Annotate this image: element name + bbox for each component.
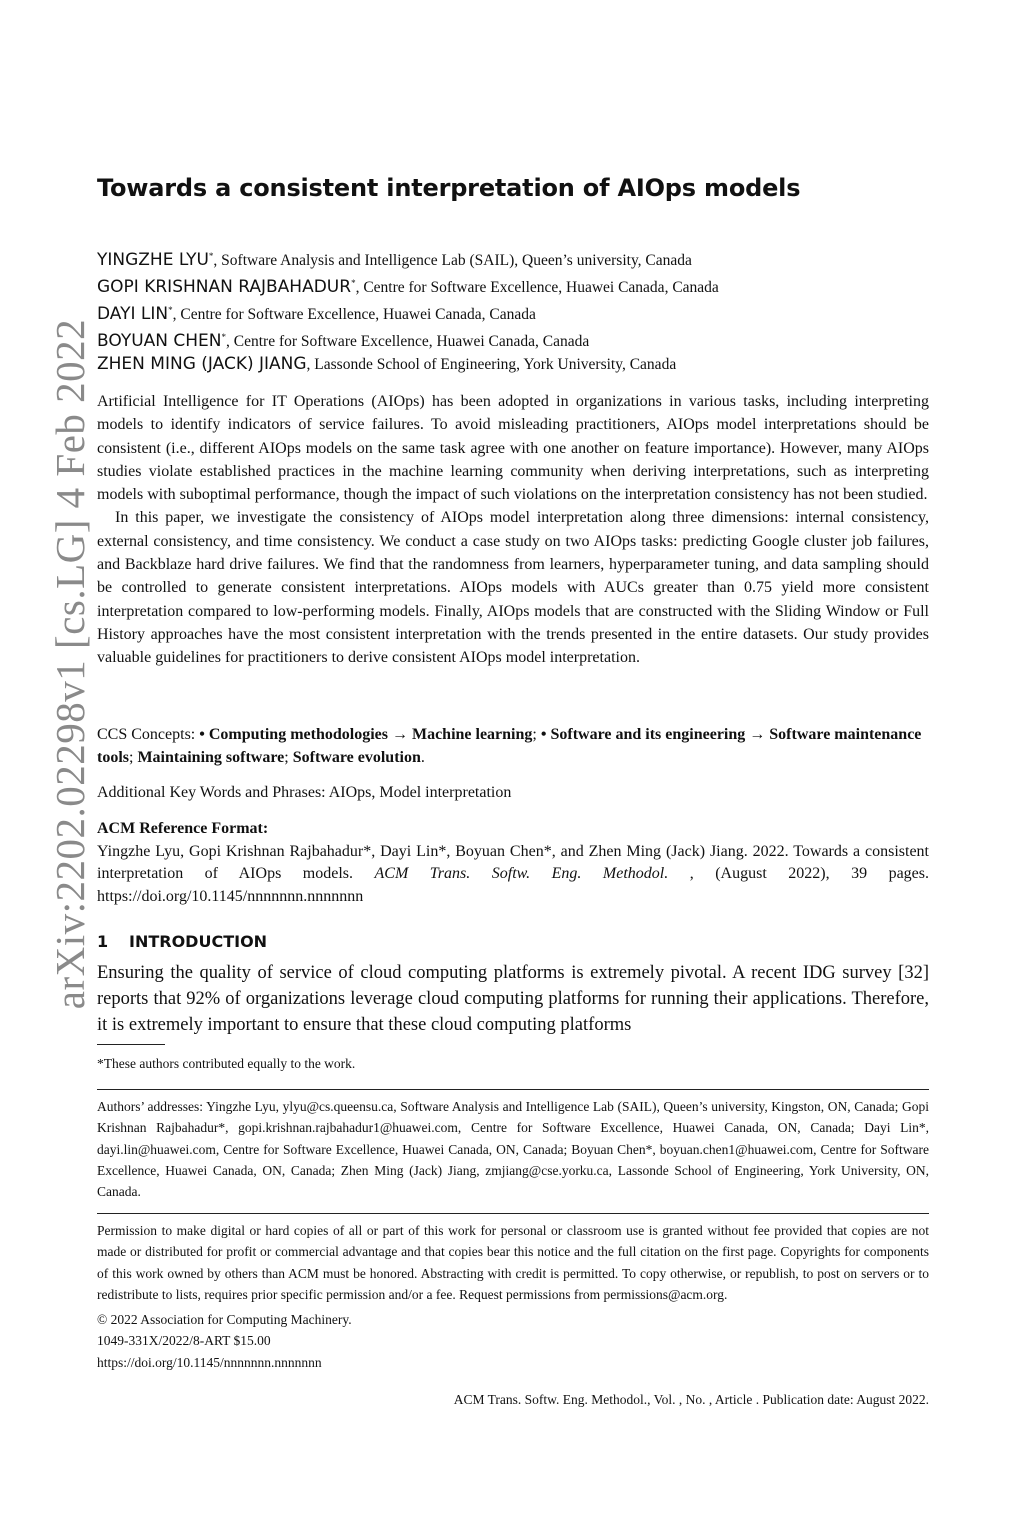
ccs-item: • Computing methodologies → Machine learning [199,726,533,743]
author-affiliation: , Lassonde School of Engineering, York University, Canada [306,356,677,373]
author-affiliation: , Centre for Software Excellence, Huawei Canada, Canada [226,333,590,351]
ccs-item: Software evolution [292,749,421,767]
author-name: ZHEN MING (JACK) JIANG [97,354,307,374]
section-heading [97,932,929,951]
divider [97,1089,929,1090]
section-title: INTRODUCTION [129,932,268,951]
ccs-label: CCS Concepts: [97,726,200,743]
section-number: 1 [97,932,109,951]
separator: ; [532,726,541,743]
acm-reference [97,818,929,908]
ccs-concepts [97,723,929,770]
author [97,351,929,378]
intro-paragraph: Ensuring the quality of service of cloud computing platforms is extremely pivotal. A recent IDG survey [32] reports that 92% of organizations leverage cloud computing platforms for running their applications. Therefore, it is extremely important to ensure that these cloud computing platforms [97,963,929,1035]
author [97,270,929,297]
footnote: *These authors contributed equally to the work. [97,1056,356,1071]
ccs-item: • Software and its engineering → Software maintenance tools [97,726,922,767]
doi-link[interactable]: https://doi.org/10.1145/nnnnnnn.nnnnnnn [97,1354,322,1370]
author-affiliation: , Software Analysis and Intelligence Lab (SAIL), Queen’s university, Canada [213,252,692,270]
equal-contrib-mark: * [208,251,214,261]
equal-contrib-mark: * [221,332,227,342]
author-name: DAYI LIN [97,304,169,325]
ccs-item: Maintaining software [137,749,285,767]
divider [97,1213,929,1214]
author-name: BOYUAN CHEN [97,331,222,352]
author-addresses: Authors’ addresses: Yingzhe Lyu, ylyu@cs.queensu.ca, Software Analysis and Intelligence Lab (SAIL), Queen’s university, Kingston, ON, Canada; Gopi Krishnan Rajbahadur*, gopi.krishnan.rajbahadur1@huawei.com, Centre for Software Excellence, Huawei Canada, ON, Canada; Dayi Lin*, dayi.lin@huawei.com, Centre for Software Excellence, Huawei Canada, ON, Canada; Boyuan Chen*, boyuan.chen1@huawei.com, Centre for Software Excellence, Huawei Canada, ON, Canada; Zhen Ming (Jack) Jiang, zmjiang@cse.yorku.ca, Lassonde School of Engineering, York University, ON, Canada. [97,1099,929,1200]
reference-text: Yingzhe Lyu, Gopi Krishnan Rajbahadur*, Dayi Lin*, Boyuan Chen*, and Zhen Ming (Jack) Jiang. 2022. Towards a consistent interpretation of AIOps models. [97,842,929,882]
permission-text: Permission to make digital or hard copies of all or part of this work for personal or classroom use is granted without fee provided that copies are not made or distributed for profit or commercial advantage and that copies bear this notice and the full citation on the first page. Copyrights for components of this work owned by others than ACM must be honored. Abstracting with credit is permitted. To copy otherwise, or republish, to post on servers or to redistribute to lists, requires prior specific permission and/or a fee. Request permissions from permissions@acm.org. [97,1223,929,1302]
page-footer: ACM Trans. Softw. Eng. Methodol., Vol. , No. , Article . Publication date: August 2022. [453,1392,929,1407]
author [97,243,929,270]
separator: . [420,749,425,767]
separator: ; [284,749,293,767]
author-affiliation: , Centre for Software Excellence, Huawei Canada, Canada [172,306,536,324]
reference-journal: ACM Trans. Softw. Eng. Methodol. [374,865,669,882]
author [97,324,929,351]
permission-notice [97,1220,929,1373]
author-list [97,243,929,378]
reference-tail: , (August 2022), 39 pages. https://doi.org/10.1145/nnnnnnn.nnnnnnn [97,865,930,905]
abstract-paragraph: In this paper, we investigate the consistency of AIOps model interpretation along three dimensions: internal consistency, external consistency, and time consistency. We conduct a case study on two AIOps tasks: predicting Google cluster job failures, and Backblaze hard drive failures. We find that the randomness from learners, hyperparameter tuning, and data sampling should be controlled to generate consistent interpretations. AIOps models with AUCs greater than 0.75 yield more consistent interpretation compared to low-performing models. Finally, AIOps models that are constructed with the Sliding Window or Full History approaches have the most consistent interpretation with the trends presented in the entire datasets. Our study provides valuable guidelines for practitioners to derive consistent AIOps model interpretation. [97,509,929,667]
abstract-paragraph: Artificial Intelligence for IT Operations (AIOps) has been adopted in organizations in various tasks, including interpreting models to identify indicators of service failures. To avoid misleading practitioners, AIOps model interpretations should be consistent (i.e., different AIOps models on the same task agree with one another on feature importance). However, many AIOps studies violate established practices in the machine learning community when deriving interpretations, such as interpreting models with suboptimal performance, though the impact of such violations on the interpretation consistency has not been studied. [97,393,929,504]
equal-contrib-mark: * [168,305,173,315]
author-affiliation: , Centre for Software Excellence, Huawei Canada, Canada [355,279,719,297]
reference-heading: ACM Reference Format: [97,820,269,837]
author-name: YINGZHE LYU [97,250,209,271]
footnote-rule [97,1044,165,1045]
keywords: Additional Key Words and Phrases: AIOps, Model interpretation [97,784,512,801]
paper-title: Towards a consistent interpretation of AIOps models [97,174,801,202]
author [97,297,929,324]
separator: ; [129,749,138,767]
arxiv-stamp: arXiv:2202.02298v1 [cs.LG] 4 Feb 2022 [47,318,93,1010]
issn: 1049-331X/2022/8-ART $15.00 [97,1333,271,1349]
author-name: GOPI KRISHNAN RAJBAHADUR [97,277,352,298]
abstract [97,390,929,670]
copyright: © 2022 Association for Computing Machinery. [97,1312,352,1328]
equal-contrib-mark: * [351,278,356,288]
